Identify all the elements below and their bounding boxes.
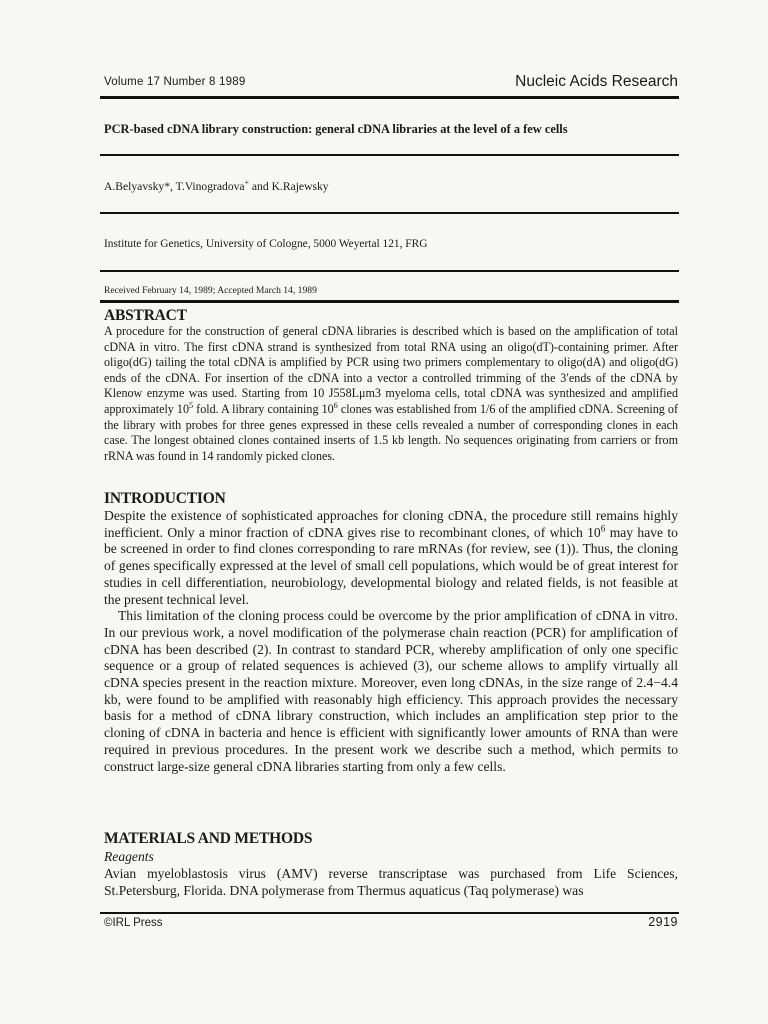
affiliation: Institute for Genetics, University of Cologne, 5000 Weyertal 121, FRG [104, 238, 428, 250]
methods-subheading: Reagents [104, 849, 154, 864]
author-mark: * [164, 180, 171, 193]
author-name: A.Belyavsky [104, 180, 165, 193]
abstract-heading: ABSTRACT [104, 307, 187, 324]
author-name: K.Rajewsky [271, 180, 329, 193]
publisher: ©IRL Press [104, 917, 163, 929]
divider [100, 270, 679, 272]
introduction-heading: INTRODUCTION [104, 490, 226, 507]
author-list: A.Belyavsky*, T.Vinogradova+ and K.Rajewsky [104, 178, 329, 193]
divider [100, 212, 679, 214]
author-name: T.Vinogradova [175, 180, 245, 193]
divider-thick [100, 300, 679, 303]
article-title: PCR-based cDNA library construction: general cDNA libraries at the level of a few cells [104, 122, 568, 136]
journal-name: Nucleic Acids Research [515, 73, 678, 90]
footer-rule [100, 912, 679, 914]
abstract-text: A procedure for the construction of general cDNA libraries is described which is based on the amplification of total cDNA in vitro. The first cDNA strand is synthesized from total RNA using an oligo(dT)-containing primer. After oligo(dG) tailing the total cDNA is amplified by PCR using two primers complementary to oligo(dA) and oligo(dG) ends of the cDNA. For insertion of the cDNA into a vector a controlled trimming of the 3′ends of the cDNA by Klenow enzyme was used. Starting from 10 J558Lμm3 myeloma cells, total cDNA was synthesized and amplified approximately $10^5$ fold. A library containing $10^6$ clones was established from 1/6 of the amplified cDNA. Screening of the library with probes for three genes expressed in these cells revealed a number of corresponding clones in each case. The longest obtained clones contained inserts of 1.5 kb length. No sequences originating from carriers or from rRNA was found in 14 randomly picked clones. [104, 324, 678, 463]
methods-text: Avian myeloblastosis virus (AMV) reverse transcriptase was purchased from Life Sciences, St.Petersburg, Florida. DNA polymerase from Thermus aquaticus (Taq polymerase) was [104, 866, 678, 898]
introduction-text [104, 508, 678, 775]
divider [100, 154, 679, 156]
methods-heading: MATERIALS AND METHODS [104, 830, 313, 847]
author-mark: + [244, 178, 250, 188]
paragraph: Despite the existence of sophisticated approaches for cloning cDNA, the procedure still remains highly inefficient. Only a minor fraction of cDNA gives rise to recombinant clones, of which $10^6$ may have to be screened in order to find clones corresponding to rare mRNAs (for review, see (1)). Thus, the cloning of genes specifically expressed at the level of small cell populations, which would be of great interest for studies in cell differentiation, neurobiology, developmental biology and related fields, is not feasible at the present technical level. [104, 508, 678, 607]
paragraph: This limitation of the cloning process could be overcome by the prior amplification of cDNA in vitro. In our previous work, a novel modification of the polymerase chain reaction (PCR) for amplification of cDNA has been described (2). In contrast to standard PCR, whereby amplification of only one specific sequence or a group of related sequences is achieved (3), our scheme allows to amplify virtually all cDNA species present in the reaction mixture. Moreover, even long cDNAs, in the size range of 2.4−4.4 kb, were found to be amplified with reasonably high efficiency. This approach provides the necessary basis for a method of cDNA library construction, which includes an amplification step prior to the cloning of cDNA in bacteria and hence is efficient with significantly lower amounts of RNA than were required in previous procedures. In the present work we describe such a method, which permits to construct large-size general cDNA libraries starting from only a few cells. [104, 608, 678, 774]
received-dates: Received February 14, 1989; Accepted March 14, 1989 [104, 285, 317, 296]
header-rule [100, 96, 679, 99]
volume-info: Volume 17 Number 8 1989 [104, 76, 246, 88]
page-number: 2919 [648, 915, 678, 929]
